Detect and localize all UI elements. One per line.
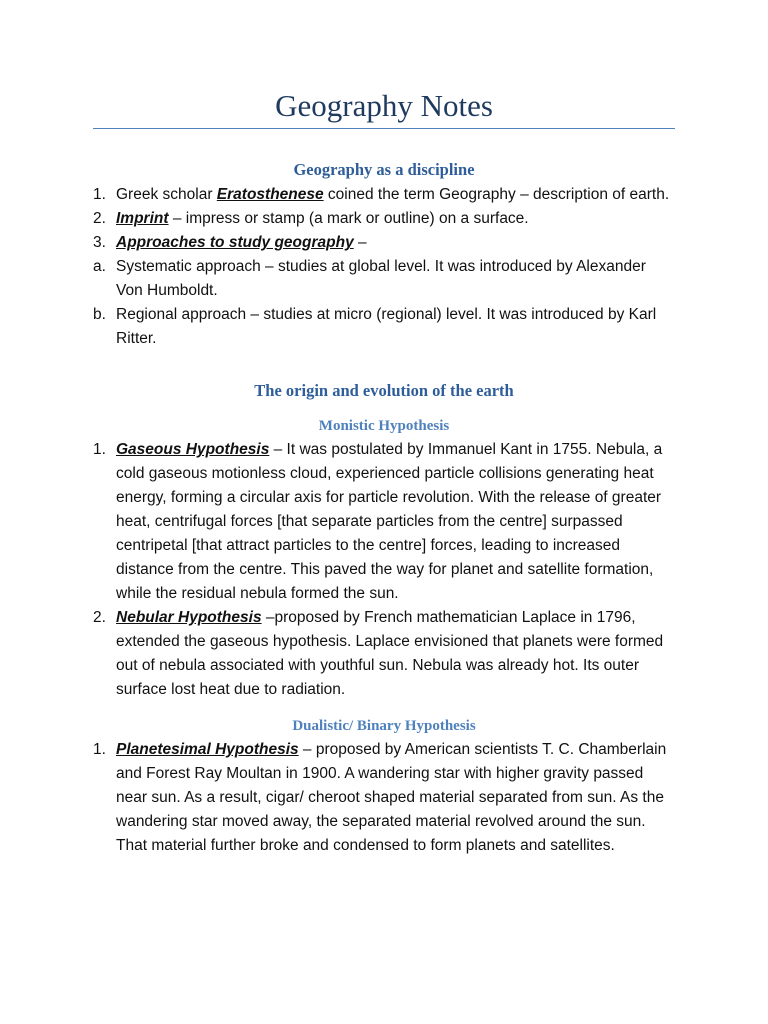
list-item [93, 231, 675, 255]
emphasized-term: Eratosthenese [216, 186, 324, 203]
subsection-heading-monistic: Monistic Hypothesis [318, 418, 450, 434]
item-term: Gaseous Hypothesis [116, 441, 270, 458]
list-marker: a. [93, 258, 106, 275]
item-text-before: Greek scholar [116, 186, 217, 203]
monistic-list [93, 438, 675, 702]
list-marker: 1. [93, 441, 106, 458]
item-term: Approaches to study geography [116, 234, 354, 251]
list-marker: b. [93, 306, 106, 323]
list-item [93, 183, 675, 207]
list-marker: 2. [93, 609, 106, 626]
list-item [93, 207, 675, 231]
list-item [93, 438, 675, 606]
section-heading-discipline: Geography as a discipline [293, 160, 475, 179]
item-text: – impress or stamp (a mark or outline) on a surface. [168, 210, 529, 227]
discipline-list [93, 183, 675, 351]
document-body [93, 159, 675, 858]
item-text: coined the term Geography – description of earth. [323, 186, 670, 203]
item-text: – [353, 234, 367, 251]
list-item [93, 255, 675, 303]
list-marker: 2. [93, 210, 106, 227]
subsection-heading-dualistic: Dualistic/ Binary Hypothesis [292, 718, 476, 734]
list-item [93, 738, 675, 858]
dualistic-list [93, 738, 675, 858]
item-term: Nebular Hypothesis [116, 609, 262, 626]
list-marker: 3. [93, 234, 106, 251]
item-text: –proposed by French mathematician Laplace in 1796, extended the gaseous hypothesis. Laplace envisioned that planets were formed out of nebula associated with youthful sun. Nebula was already hot. Its outer surface lost heat due to radiation. [116, 609, 664, 698]
page-title: Geography Notes [275, 88, 493, 123]
item-term: Imprint [116, 210, 169, 227]
section-heading-origin: The origin and evolution of the earth [254, 381, 514, 400]
item-text: Regional approach – studies at micro (regional) level. It was introduced by Karl Ritter. [116, 306, 657, 347]
list-marker: 1. [93, 741, 106, 758]
title-divider [93, 128, 675, 129]
list-marker: 1. [93, 186, 106, 203]
item-term: Planetesimal Hypothesis [116, 741, 299, 758]
list-item [93, 606, 675, 702]
item-text: – proposed by American scientists T. C. Chamberlain and Forest Ray Moultan in 1900. A wandering star with higher gravity passed near sun. As a result, cigar/ cheroot shaped material separated from sun. As the wandering star moved away, the separated material revolved around the sun. That material further broke and condensed to form planets and satellites. [116, 741, 667, 854]
list-item [93, 303, 675, 351]
item-text: – It was postulated by Immanuel Kant in 1755. Nebula, a cold gaseous motionless cloud, experienced particle collisions generating heat energy, forming a circular axis for particle revolution. With the release of greater heat, centrifugal forces [that separate particles from the centre] surpassed centripetal [that attract particles to the centre] forces, leading to increased distance from the centre. This paved the way for planet and satellite formation, while the residual nebula formed the sun. [116, 441, 663, 602]
item-text: Systematic approach – studies at global level. It was introduced by Alexander Von Humboldt. [116, 258, 646, 299]
